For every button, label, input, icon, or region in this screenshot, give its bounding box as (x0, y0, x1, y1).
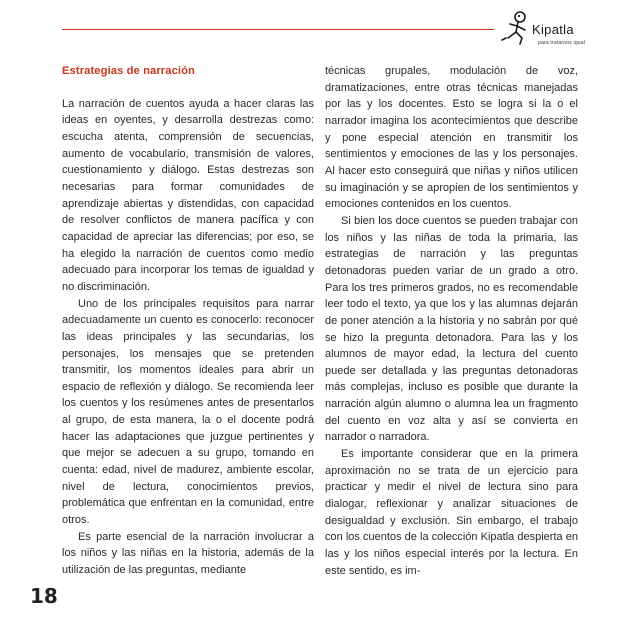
paragraph: Es importante considerar que en la primera aproximación no se trata de un ejercicio para practicar y medir el nivel de lectura sino para dialogar, reflexionar y analizar situaciones de desigualdad y exclusión. Sin embargo, el trabajo con los cuentos de la colección Kipatla despierta en las y los niños especial interés por la lectura. En este sentido, es im- (325, 448, 578, 577)
paragraph: La narración de cuentos ayuda a hacer claras las ideas en oyentes, y desarrolla destrezas como: escucha atenta, comprensión de secuencias, aumento de vocabulario, transmisión de valores, cuestionamiento y diálogo. Estas destrezas son necesarias para formar comunidades de aprendizaje abiertas y distendidas, con capacidad de resolver conflictos de manera pacífica y con capacidad de apreciar las diferencias; por eso, se ha elegido la narración de cuentos como medio adecuado para incorporar los temas de igualdad y no discriminación. (62, 97, 314, 293)
left-column (62, 63, 314, 579)
paragraph: Uno de los principales requisitos para narrar adecuadamente un cuento es conocerlo: reconocer las ideas principales y las secundarias, los personajes, los mensajes que se pretenden transmitir, los momentos ideales para abrir un espacio de reflexión y diálogo. Se recomienda leer los cuentos y los resúmenes antes de presentarlos al grupo, de esta manera, la o el docente podrá hacer las adaptaciones que juzgue pertinentes y que mejor se adecuen a su grupo, tomando en cuenta: edad, nivel de madurez, ambiente escolar, nivel de lectura, conocimientos previos, problemática que enfrentan en la comunidad, entre otros. (62, 297, 314, 527)
paragraph: técnicas grupales, modulación de voz, dramatizaciones, entre otras técnicas manejadas por las y los docentes. Esto se logra si la o el narrador imagina los acontecimientos que describe y pone especial atención en transmitir los sentimientos y emociones de las y los personajes. Al hacer esto conseguirá que niñas y niños utilicen su imaginación y se apropien de los sentimientos y emociones contenidos en los cuentos. (325, 65, 578, 211)
logo-name: Kipatla (532, 22, 574, 37)
paragraph: Es parte esencial de la narración involucrar a los niños y las niñas en la historia, además de la utilización de las preguntas, mediante (62, 530, 314, 577)
logo-tagline: para tratarnos igual (538, 40, 586, 46)
header-rule (62, 29, 494, 30)
page-number: 18 (30, 584, 58, 608)
paragraph: Si bien los doce cuentos se pueden trabajar con los niños y las niñas de toda la primaria, las estrategias de narración y las preguntas detonadoras pueden variar de un grado a otro. Para los tres primeros grados, no es recomendable leer todo el texto, ya que los y las alumnas dejarán de poner atención a la historia y no sabrán por qué se hizo la pregunta detonadora. Para las y los alumnos de mayor edad, la lectura del cuento puede ser detallada y las preguntas detonadoras más complejas, incluso es posible que durante la narración algún alumno o alumna lea un fragmento del cuento en voz alta y así se convierta en narrador o narradora. (325, 214, 578, 444)
right-column (325, 63, 578, 579)
section-title: Estrategias de narración (62, 65, 195, 77)
